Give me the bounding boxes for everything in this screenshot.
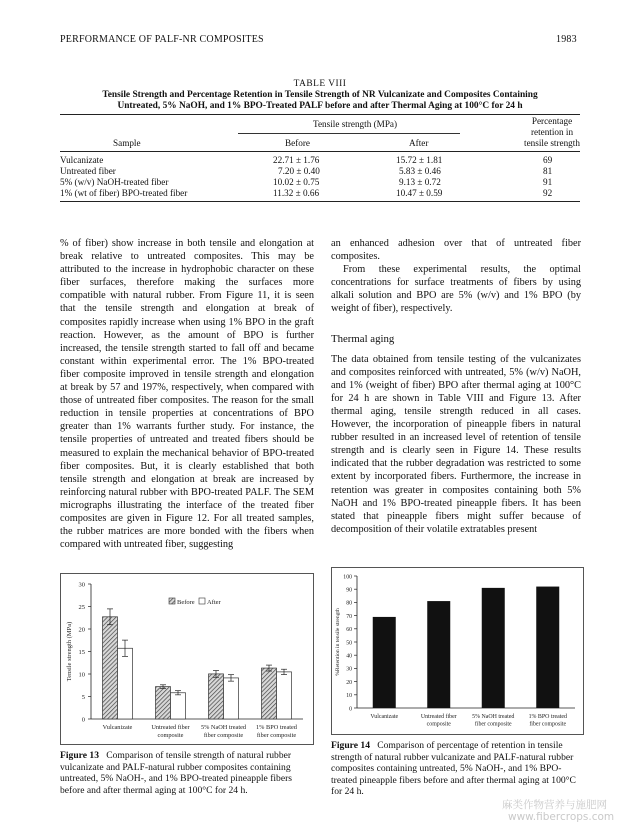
legend-swatch-before xyxy=(169,598,175,604)
table-header-rule xyxy=(60,151,580,152)
bar-after xyxy=(224,678,239,719)
bar-before xyxy=(209,674,224,719)
col-retention-header-3: tensile strength xyxy=(524,138,580,148)
x-tick-label: Vulcanizate xyxy=(102,724,133,731)
left-column-paragraph: % of fiber) show increase in both tensile and elongation at break relative to untreated composites. This may be attributed to the increase in hydrophobic character on these fiber surfaces, therefore making the surfaces more compatible with natural rubber. From Figure 11, it is seen that the tensile strength and elongation at break of composites rapidly increase when using 1% BPO in the graft reaction. However, as the amount of BPO is further increased, the tensile strength started to fall off and became constant within experimental error. The 1% BPO-treated fiber composite improved in tensile strength and elongation at break by 57 and 197%, respectively, when compared with those of untreated fiber composites. The reason for the small reduction in tensile properties at concentrations of BPO greater than 1% warrants further study. For instance, the tensile properties of untreated and treated fibers should be measured to explain the mechanical behavior of BPO-treated fiber composites. But, it is clearly established that both tensile strength and elongation at break are increased by reinforcing natural rubber with BPO-treated PALF. The SEM micrographs illustrating the interface of the treated fiber composites are given in Figure 12. For all treated samples, the rubber matrices are more bonded with the fibers when compared with untreated fiber, suggesting xyxy=(60,238,314,551)
table-cell-before: 10.02 ± 0.75 xyxy=(273,177,320,187)
table-title-line1: Tensile Strength and Percentage Retention in Tensile Strength of NR Vulcanizate and Composites Containing xyxy=(102,90,538,100)
x-tick-label: fiber composite xyxy=(203,732,244,739)
x-tick-label: composite xyxy=(426,721,451,728)
table-cell-before: 22.71 ± 1.76 xyxy=(273,155,320,165)
figure-14-chart xyxy=(332,568,583,734)
col-retention-header-2: retention in xyxy=(530,127,574,137)
table-cell-before: 7.20 ± 0.40 xyxy=(278,166,320,176)
table-cell-after: 9.13 ± 0.72 xyxy=(399,177,441,187)
bar-before xyxy=(103,617,118,719)
y-tick-label: 0 xyxy=(349,706,352,713)
table-top-rule xyxy=(60,114,580,115)
x-tick-label: 1% BPO treated xyxy=(528,714,567,720)
figure-13-caption xyxy=(60,750,316,796)
col-after-header: After xyxy=(409,138,429,148)
running-head: PERFORMANCE OF PALF-NR COMPOSITES xyxy=(60,34,264,45)
table-cell-retention: 81 xyxy=(543,166,553,176)
x-tick-label: 5% NaOH treated xyxy=(472,714,515,720)
y-tick-label: 20 xyxy=(346,679,352,686)
y-tick-label: 90 xyxy=(346,587,352,594)
y-tick-label: 20 xyxy=(78,626,85,634)
figure-13 xyxy=(60,573,314,745)
section-heading: Thermal aging xyxy=(331,332,395,345)
table-cell-retention: 92 xyxy=(543,188,553,198)
x-tick-label: composite xyxy=(157,732,184,739)
table-cell-retention: 91 xyxy=(543,177,553,187)
retention-bar xyxy=(373,617,396,708)
col-before-header: Before xyxy=(285,138,310,148)
legend-label: After xyxy=(207,599,221,606)
col-group-header: Tensile strength (MPa) xyxy=(313,119,398,129)
x-tick-label: Vulcanizate xyxy=(370,714,399,720)
y-tick-label: 40 xyxy=(346,653,352,660)
y-axis-label: %Retention in tensile strength xyxy=(335,608,341,676)
y-tick-label: 0 xyxy=(81,716,85,724)
retention-bar xyxy=(427,601,450,708)
y-tick-label: 30 xyxy=(78,581,85,589)
page-number: 1983 xyxy=(556,34,577,45)
x-tick-label: fiber composite xyxy=(256,732,297,739)
y-tick-label: 10 xyxy=(78,671,85,679)
x-tick-label: Untreated fiber xyxy=(151,724,190,731)
x-tick-label: 1% BPO treated xyxy=(256,724,297,731)
watermark-line2: www.fibercrops.com xyxy=(508,811,615,823)
legend-label: Before xyxy=(177,599,195,606)
y-tick-label: 5 xyxy=(81,694,85,701)
figure-14-caption xyxy=(331,740,583,798)
figure-14 xyxy=(331,567,584,735)
col-sample-header: Sample xyxy=(113,138,141,148)
right-paragraph-3: The data obtained from tensile testing of the vulcanizates and composites reinforced with untreated, 5% (w/v) NaOH, and 1% (weight of fiber) BPO after thermal aging at 100°C for 24 h are shown in Table VIII and Figure 13. After thermal aging, tensile strength reduced in all cases. However, the incorporation of pineapple fibers in natural rubber resulted in an increased level of retention of tensile strength and is clearly seen in Figure 14. These results indicated that the rubber degradation was restricted to some extent by incorporated fibers. Furthermore, the increase in retention was greater in composites containing both 5% NaOH and 1% BPO-treated pineapple fibers. It has been stated that pineapple fibers might suffer because of decomposition of their volatile extratables present xyxy=(331,353,581,535)
table-cell-before: 11.32 ± 0.66 xyxy=(273,188,320,198)
table-bottom-rule xyxy=(60,201,580,202)
legend-swatch-after xyxy=(199,598,205,604)
figure-14-caption-text: Comparison of percentage of retention in tensile strength of natural rubber vulcanizate and PALF-natural rubber composites containing untreated, 5% NaOH-, and 1% BPO-treated pineapple fibers before and after thermal aging at 100°C for 24 h. xyxy=(331,740,576,798)
y-tick-label: 50 xyxy=(346,640,352,647)
table-cell-sample: Vulcanizate xyxy=(60,155,104,165)
table-cell-after: 10.47 ± 0.59 xyxy=(396,188,443,198)
table-cell-sample: 5% (w/v) NaOH-treated fiber xyxy=(60,177,169,187)
y-tick-label: 80 xyxy=(346,600,352,607)
table-cell-after: 15.72 ± 1.81 xyxy=(396,155,443,165)
y-tick-label: 70 xyxy=(346,613,352,620)
x-tick-label: fiber composite xyxy=(474,721,512,728)
bar-before xyxy=(262,668,277,719)
right-column xyxy=(331,237,581,536)
bar-after xyxy=(277,672,292,719)
figure-13-chart xyxy=(61,574,313,744)
figure-13-caption-text: Comparison of tensile strength of natural rubber vulcanizate and PALF-natural rubber composites containing untreated, 5% NaOH-, and 1% BPO-treated pineapple fibers before and after thermal aging at 100°C for 24 h. xyxy=(60,750,293,796)
y-tick-label: 60 xyxy=(346,627,352,634)
table-cell-after: 5.83 ± 0.46 xyxy=(399,166,441,176)
right-paragraph-2: From these experimental results, the optimal concentrations for surface treatments of fibers by using alkali solution and BPO are 5% (w/v) and 1% BPO (by weight of fiber), respectively. xyxy=(331,264,581,315)
table-cell-sample: Untreated fiber xyxy=(60,166,116,176)
bar-after xyxy=(171,693,186,719)
y-tick-label: 25 xyxy=(78,604,85,611)
y-tick-label: 100 xyxy=(343,574,352,581)
table-label: TABLE VIII xyxy=(293,79,347,89)
table-title-line2: Untreated, 5% NaOH, and 1% BPO-Treated PALF before and after Thermal Aging at 100°C for 24 h xyxy=(117,101,523,111)
x-tick-label: Untreated fiber xyxy=(420,714,457,720)
watermark-line1: 麻类作物营养与施肥网 xyxy=(502,799,607,811)
bar-before xyxy=(156,687,171,719)
figure-13-caption-label: Figure 13 xyxy=(60,750,99,761)
bar-after xyxy=(118,648,133,719)
x-tick-label: 5% NaOH treated xyxy=(200,724,247,731)
figure-14-caption-label: Figure 14 xyxy=(331,740,370,751)
y-axis-label: Tensile strength (MPa) xyxy=(66,621,73,682)
x-tick-label: fiber composite xyxy=(529,721,567,728)
col-group-rule xyxy=(238,133,460,134)
right-paragraph-1: an enhanced adhesion over that of untreated fiber composites. xyxy=(331,238,581,263)
table-cell-retention: 69 xyxy=(543,155,553,165)
col-retention-header-1: Percentage xyxy=(531,116,573,126)
y-tick-label: 30 xyxy=(346,666,352,673)
table-cell-sample: 1% (wt of fiber) BPO-treated fiber xyxy=(60,188,188,198)
y-tick-label: 15 xyxy=(78,649,85,656)
retention-bar xyxy=(536,587,559,708)
y-tick-label: 10 xyxy=(346,693,352,700)
retention-bar xyxy=(482,588,505,708)
